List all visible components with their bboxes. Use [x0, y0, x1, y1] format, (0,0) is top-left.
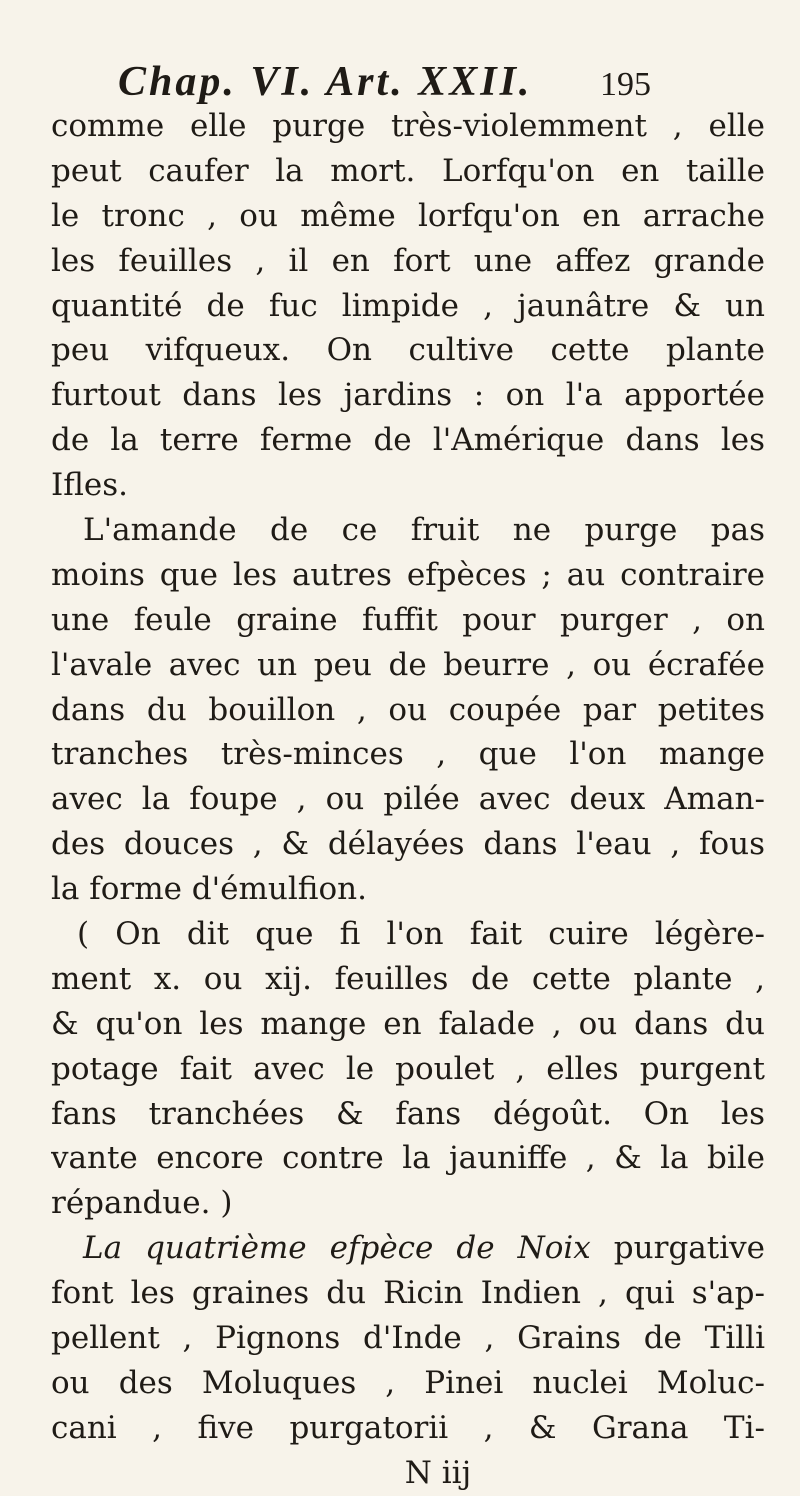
text-line: furtout dans les jardins : on l'a apportée: [51, 377, 765, 414]
text-line: ( On dit que fi l'on fait cuire légère-: [77, 916, 765, 953]
text-line: peut caufer la mort. Lorfqu'on en taille: [51, 152, 765, 189]
text-line: peu vifqueux. On cultive cette plante: [51, 332, 765, 369]
text-line: quantité de fuc limpide , jaunâtre & un: [51, 287, 765, 324]
italic-phrase: La quatrième efpèce de Noix: [83, 1230, 591, 1267]
text-line: tranches très-minces , que l'on mange: [51, 736, 765, 773]
body-text: [51, 104, 765, 1496]
text-line: L'amande de ce fruit ne purge pas: [83, 512, 765, 549]
text-line: répandue. ): [51, 1185, 233, 1222]
text-line: moins que les autres efpèces ; au contraire: [51, 556, 765, 593]
text-line: vante encore contre la jauniffe , & la bile: [51, 1140, 765, 1177]
text-line: cani , five purgatorii , & Grana Ti-: [51, 1409, 765, 1446]
signature-mark: N iij: [404, 1454, 472, 1491]
text-line: font les graines du Ricin Indien , qui s'ap-: [51, 1275, 765, 1312]
text-line: dans du bouillon , ou coupée par petites: [51, 691, 765, 728]
text-line: pellent , Pignons d'Inde , Grains de Tilli: [51, 1320, 765, 1357]
text-line: potage fait avec le poulet , elles purgent: [51, 1050, 765, 1087]
text-line: comme elle purge très-violemment , elle: [51, 108, 765, 144]
text-line: la forme d'émulfion.: [51, 871, 367, 908]
text-line: les feuilles , il en fort une affez grande: [51, 242, 765, 279]
text-line: ment x. ou xij. feuilles de cette plante ,: [51, 960, 765, 997]
text-span: purgative: [590, 1230, 765, 1267]
text-line: avec la foupe , ou pilée avec deux Aman-: [51, 781, 765, 818]
text-line: [51, 1226, 765, 1271]
page-number: 195: [600, 66, 651, 103]
text-line: de la terre ferme de l'Amérique dans les: [51, 422, 765, 459]
running-head: Chap. VI. Art. XXII.: [118, 59, 533, 105]
text-line: l'avale avec un peu de beurre , ou écrafée: [51, 646, 765, 683]
text-line: Ifles.: [51, 467, 129, 504]
text-line: une feule graine fuffit pour purger , on: [51, 601, 765, 638]
page-header: [0, 58, 800, 110]
text-line: le tronc , ou même lorfqu'on en arrache: [51, 197, 765, 234]
text-line: ou des Moluques , Pinei nuclei Moluc-: [51, 1364, 765, 1401]
text-line: fans tranchées & fans dégoût. On les: [51, 1095, 765, 1132]
text-line: des douces , & délayées dans l'eau , fous: [51, 826, 765, 863]
text-line: & qu'on les mange en falade , ou dans du: [51, 1005, 765, 1042]
